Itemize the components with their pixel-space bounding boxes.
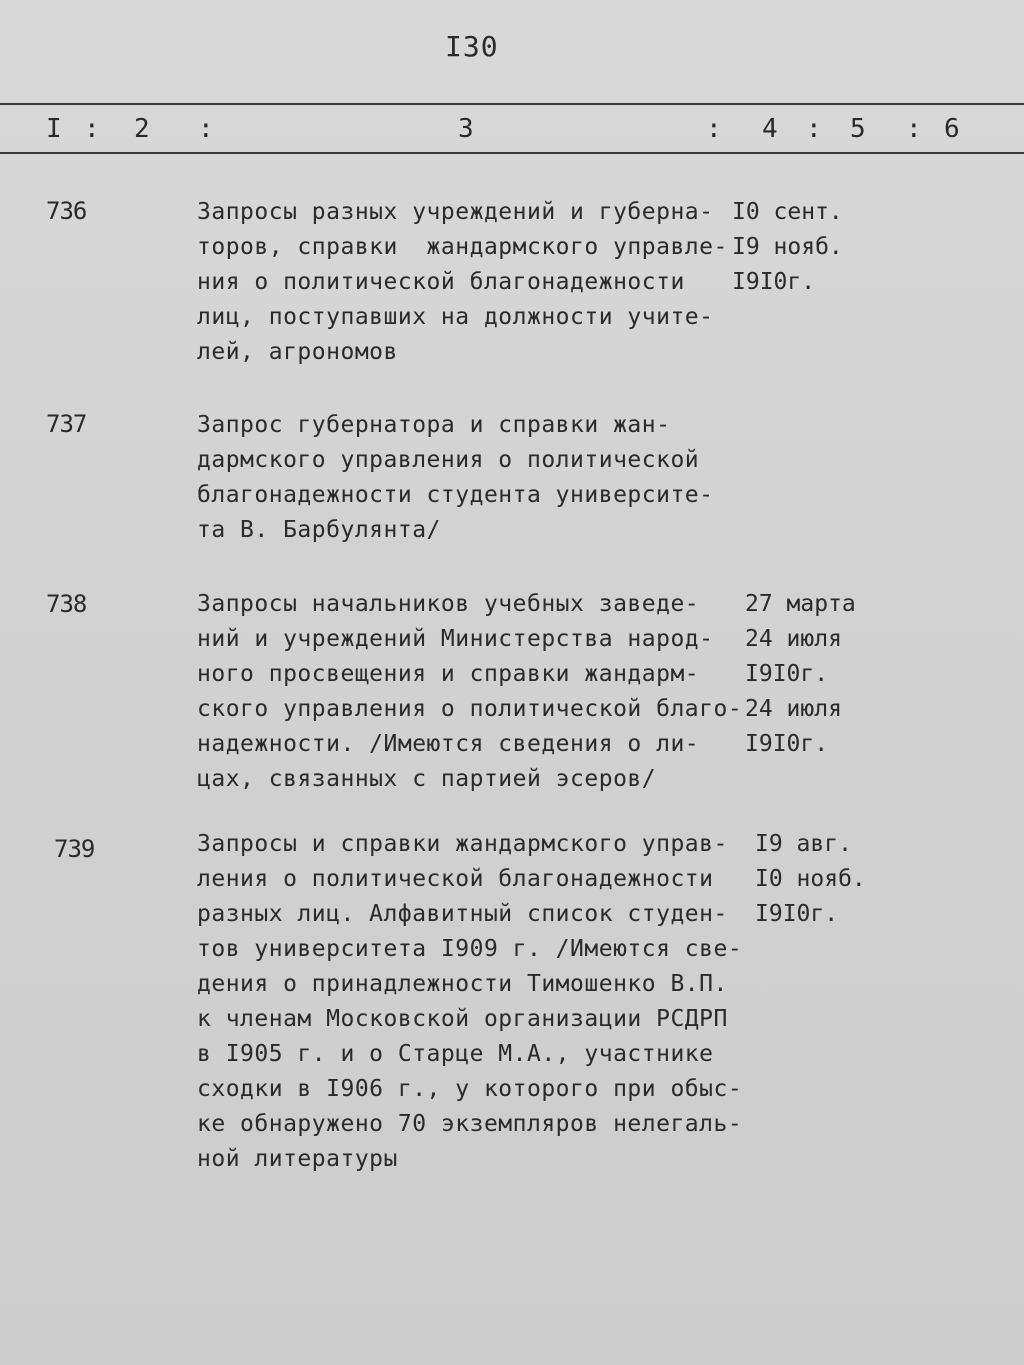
entry-date-line: I9 авг.	[755, 831, 852, 857]
entry-dates	[745, 587, 895, 762]
entry-text-line: Запросы разных учреждений и губерна-	[197, 199, 714, 225]
entry-date-line: I9I0г.	[732, 269, 816, 295]
entry-date-line: 27 марта	[745, 591, 856, 617]
entry-text-line: ного просвещения и справки жандарм-	[197, 661, 700, 687]
entry-text-line: дармского управления о политической	[197, 447, 700, 473]
entry-number: 739	[54, 835, 95, 863]
entry-text-line: та В. Барбулянта/	[197, 517, 441, 543]
column-header-1: I	[46, 114, 62, 144]
entry-text-line: ления о политической благонадежности	[197, 866, 714, 892]
entry-text-line: ной литературы	[197, 1146, 398, 1172]
entry-text-line: Запросы начальников учебных заведе-	[197, 591, 700, 617]
entry-text-line: надежности. /Имеются сведения о ли-	[197, 731, 700, 757]
entry-text-line: сходки в I906 г., у которого при обыс-	[197, 1076, 743, 1102]
entry-dates	[732, 195, 882, 300]
entry-number: 738	[46, 590, 87, 618]
page-number: I30	[445, 30, 499, 63]
entry-date-line: I9I0г.	[745, 661, 829, 687]
entry-text-line: ского управления о политической благо-	[197, 696, 743, 722]
column-header-separator: :	[706, 114, 722, 144]
entry-number: 737	[46, 410, 87, 438]
column-header-2: 2	[134, 114, 150, 144]
entry-text-line: дения о принадлежности Тимошенко В.П.	[197, 971, 728, 997]
entry-date-line: I0 сент.	[732, 199, 843, 225]
entry-text-line: цах, связанных с партией эсеров/	[197, 766, 657, 792]
column-header-separator: :	[84, 114, 100, 144]
entry-text-line: торов, справки жандармского управле-	[197, 234, 728, 260]
entry-date-line: 24 июля	[745, 696, 842, 722]
entry-date-line: I9I0г.	[755, 901, 839, 927]
entry-text-line: Запросы и справки жандармского управ-	[197, 831, 728, 857]
column-header-separator: :	[198, 114, 214, 144]
column-header-6: 6	[944, 114, 960, 144]
header-top-rule	[0, 103, 1024, 105]
entry-text-line: лиц, поступавших на должности учите-	[197, 304, 714, 330]
entry-text-line: благонадежности студента университе-	[197, 482, 714, 508]
entry-text-line: в I905 г. и о Старце М.А., участнике	[197, 1041, 714, 1067]
entry-date-line: I0 нояб.	[755, 866, 866, 892]
entry-text-line: лей, агрономов	[197, 339, 398, 365]
entry-description	[197, 408, 757, 548]
entry-text-line: ний и учреждений Министерства народ-	[197, 626, 714, 652]
entry-text-line: тов университета I909 г. /Имеются све-	[197, 936, 743, 962]
entry-dates	[755, 827, 905, 932]
header-bottom-rule	[0, 152, 1024, 154]
column-header-separator: :	[806, 114, 822, 144]
entry-description	[197, 195, 757, 370]
entry-date-line: 24 июля	[745, 626, 842, 652]
entry-number: 736	[46, 197, 87, 225]
column-header-3: 3	[458, 114, 474, 144]
entry-description	[197, 827, 757, 1177]
entry-description	[197, 587, 757, 797]
entry-date-line: I9 нояб.	[732, 234, 843, 260]
column-header-5: 5	[850, 114, 866, 144]
entry-date-line: I9I0г.	[745, 731, 829, 757]
entry-text-line: разных лиц. Алфавитный список студен-	[197, 901, 728, 927]
entry-text-line: Запрос губернатора и справки жан-	[197, 412, 671, 438]
entry-text-line: ке обнаружено 70 экземпляров нелегаль-	[197, 1111, 743, 1137]
column-header-4: 4	[762, 114, 778, 144]
entry-text-line: к членам Московской организации РСДРП	[197, 1006, 728, 1032]
column-header-separator: :	[906, 114, 922, 144]
entry-text-line: ния о политической благонадежности	[197, 269, 685, 295]
